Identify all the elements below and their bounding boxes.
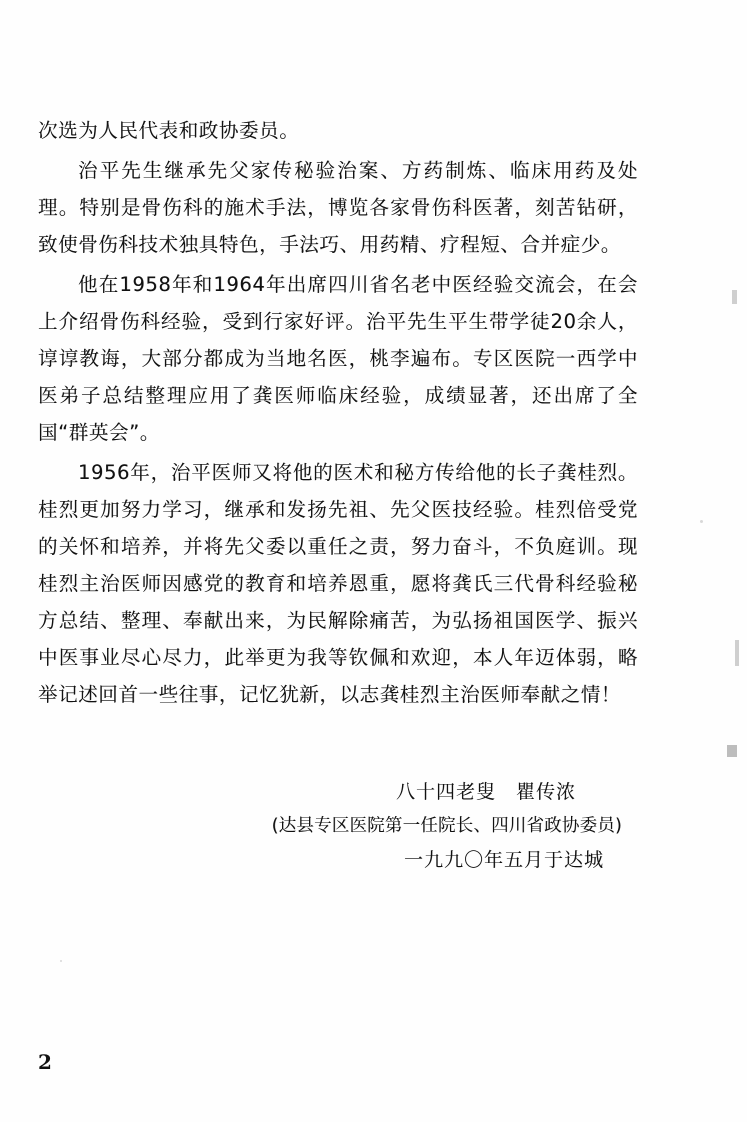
paragraph: 他在1958年和1964年出席四川省名老中医经验交流会，在会上介绍骨伤科经验，受到行家好评。治平先生平生带学徒20余人，谆谆教诲，大部分都成为当地名医，桃李遍布。专区医院一西学中医弟子总结整理应用了龚医师临床经验，成绩显著，还出席了全国“群英会”。 <box>38 273 638 444</box>
scan-artifact <box>727 745 737 757</box>
scan-artifact <box>735 640 739 666</box>
scan-speck <box>700 520 703 523</box>
signature-affiliation: (达县专区医院第一任院长、四川省政协委员) <box>271 816 622 836</box>
signature-name: 八十四老叟 瞿传浓 <box>395 781 576 803</box>
scan-artifact <box>732 290 737 304</box>
paragraph: 1956年，治平医师又将他的医术和秘方传给他的长子龚桂烈。桂烈更加努力学习，继承和发扬先祖、先父医技经验。桂烈倍受党的关怀和培养，并将先父委以重任之责，努力奋斗，不负庭训。现桂烈主治医师因感党的教育和培养恩重，愿将龚氏三代骨科经验秘方总结、整理、奉献出来，为民解除痛苦，为弘扬祖国医学、振兴中医事业尽心尽力，此举更为我等钦佩和欢迎，本人年迈体弱，略举记述回首一些往事，记忆犹新，以志龚桂烈主治医师奉献之情！ <box>38 461 638 706</box>
signature-block <box>38 775 638 877</box>
page-number: 2 <box>38 1050 52 1074</box>
body-text <box>38 112 638 716</box>
signature-date: 一九九〇年五月于达城 <box>403 849 604 871</box>
paragraph: 次选为人民代表和政协委员。 <box>38 119 300 142</box>
scan-speck <box>60 960 62 962</box>
paragraph: 治平先生继承先父家传秘验治案、方药制炼、临床用药及处理。特别是骨伤科的施术手法，博览各家骨伤科医著，刻苦钻研，致使骨伤科技术独具特色，手法巧、用药精、疗程短、合并症少。 <box>38 159 638 256</box>
